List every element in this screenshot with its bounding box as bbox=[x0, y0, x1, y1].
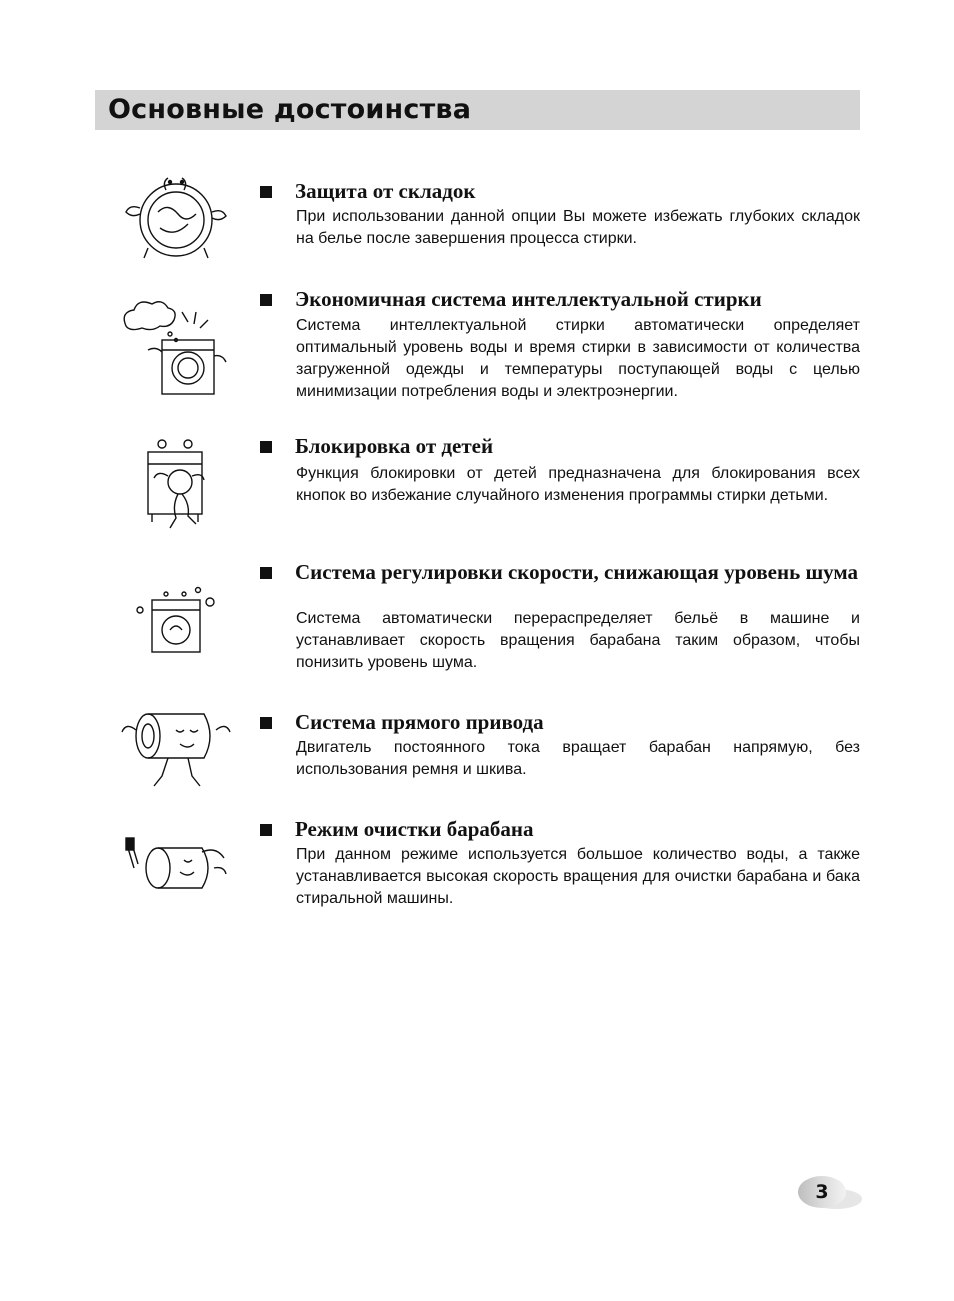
feature-description: Функция блокировки от детей предназначена для блокирования всех кнопок во избежание случайного изменения программы стирки детьми. bbox=[296, 465, 860, 504]
bullet-marker bbox=[260, 294, 272, 306]
bullet-marker bbox=[260, 441, 272, 453]
feature-title: Защита от складок bbox=[295, 179, 476, 203]
quiet-washer-icon bbox=[118, 580, 234, 680]
bullet-marker bbox=[260, 824, 272, 836]
child-lock-icon bbox=[118, 436, 234, 536]
bullet-marker bbox=[260, 717, 272, 729]
thinking-washer-icon bbox=[118, 296, 234, 396]
feature-title: Экономичная система интеллектуальной стирки bbox=[295, 287, 762, 311]
bullet-marker bbox=[260, 567, 272, 579]
drum-character-icon bbox=[118, 170, 234, 270]
drum-cleaning-icon bbox=[118, 832, 234, 932]
feature-description: При данном режиме используется большое количество воды, а также устанавливается высокая скорость вращения для очистки барабана и бака стиральной машины. bbox=[296, 846, 860, 907]
page-title: Основные достоинства bbox=[108, 94, 472, 125]
feature-description: Двигатель постоянного тока вращает барабан напрямую, без использования ремня и шкива. bbox=[296, 739, 860, 778]
feature-description: Система интеллектуальной стирки автоматически определяет оптимальный уровень воды и время стирки в зависимости от количества загруженной одежды и температуры поступающей воды с целью минимизации потребления воды и электроэнергии. bbox=[296, 317, 860, 400]
feature-title: Система регулировки скорости, снижающая уровень шума bbox=[295, 560, 859, 584]
bullet-marker bbox=[260, 186, 272, 198]
feature-description: При использовании данной опции Вы можете избежать глубоких складок на белье после завершения процесса стирки. bbox=[296, 208, 860, 247]
feature-title: Система прямого привода bbox=[295, 710, 544, 734]
direct-drive-motor-icon bbox=[118, 700, 234, 800]
page-number: 3 bbox=[815, 1181, 829, 1203]
feature-title: Режим очистки барабана bbox=[295, 817, 534, 841]
feature-title: Блокировка от детей bbox=[295, 434, 494, 458]
page-number-badge bbox=[796, 1175, 864, 1215]
feature-description: Система автоматически перераспределяет бельё в машине и устанавливает скорость вращения барабана таким образом, чтобы понизить уровень шума. bbox=[296, 610, 860, 671]
